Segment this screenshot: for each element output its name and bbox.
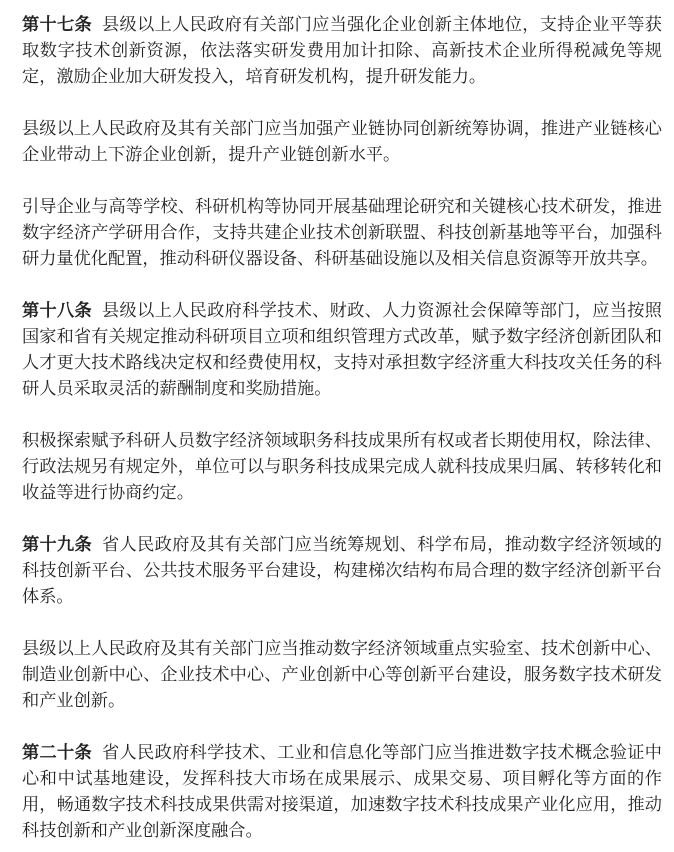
paragraph-text: 省人民政府及其有关部门应当统筹规划、科学布局，推动数字经济领域的科技创新平台、公共技术服务平台建设，构建梯次结构布局合理的数字经济创新平台体系。 (22, 535, 662, 607)
paragraph-text: 县级以上人民政府有关部门应当强化企业创新主体地位，支持企业平等获取数字技术创新资源，依法落实研发费用加计扣除、高新技术企业所得税减免等规定，激励企业加大研发投入，培育研发机构，提升研发能力。 (22, 15, 662, 87)
article-number: 第二十条 (22, 743, 93, 763)
paragraph (22, 194, 662, 272)
paragraph-text: 县级以上人民政府及其有关部门应当加强产业链协同创新统筹协调，推进产业链核心企业带动上下游企业创新，提升产业链创新水平。 (22, 119, 662, 165)
paragraph-text: 引导企业与高等学校、科研机构等协同开展基础理论研究和关键核心技术研发，推进数字经济产学研用合作，支持共建企业技术创新联盟、科技创新基地等平台，加强科研力量优化配置，推动科研仪器设备、科研基础设施以及相关信息资源等开放共享。 (22, 197, 662, 269)
paragraph-article-18 (22, 298, 662, 402)
paragraph-text: 省人民政府科学技术、工业和信息化等部门应当推进数字技术概念验证中心和中试基地建设，发挥科技大市场在成果展示、成果交易、项目孵化等方面的作用，畅通数字技术科技成果供需对接渠道，加速数字技术科技成果产业化应用，推动科技创新和产业创新深度融合。 (22, 743, 662, 841)
paragraph-article-20 (22, 740, 662, 844)
paragraph (22, 116, 662, 168)
article-number: 第十九条 (22, 535, 93, 555)
paragraph-article-17 (22, 12, 662, 90)
paragraph-text: 积极探索赋予科研人员数字经济领域职务科技成果所有权或者长期使用权，除法律、行政法规另有规定外，单位可以与职务科技成果完成人就科技成果归属、转移转化和收益等进行协商约定。 (22, 431, 662, 503)
paragraph-text: 县级以上人民政府科学技术、财政、人力资源社会保障等部门，应当按照国家和省有关规定推动科研项目立项和组织管理方式改革，赋予数字经济创新团队和人才更大技术路线决定权和经费使用权，支持对承担数字经济重大科技攻关任务的科研人员采取灵活的薪酬制度和奖励措施。 (22, 301, 662, 399)
paragraph-text: 县级以上人民政府及其有关部门应当推动数字经济领域重点实验室、技术创新中心、制造业创新中心、企业技术中心、产业创新中心等创新平台建设，服务数字技术研发和产业创新。 (22, 639, 662, 711)
paragraph (22, 636, 662, 714)
article-number: 第十七条 (22, 15, 93, 35)
paragraph-article-19 (22, 532, 662, 610)
paragraph (22, 428, 662, 506)
article-number: 第十八条 (22, 301, 93, 321)
